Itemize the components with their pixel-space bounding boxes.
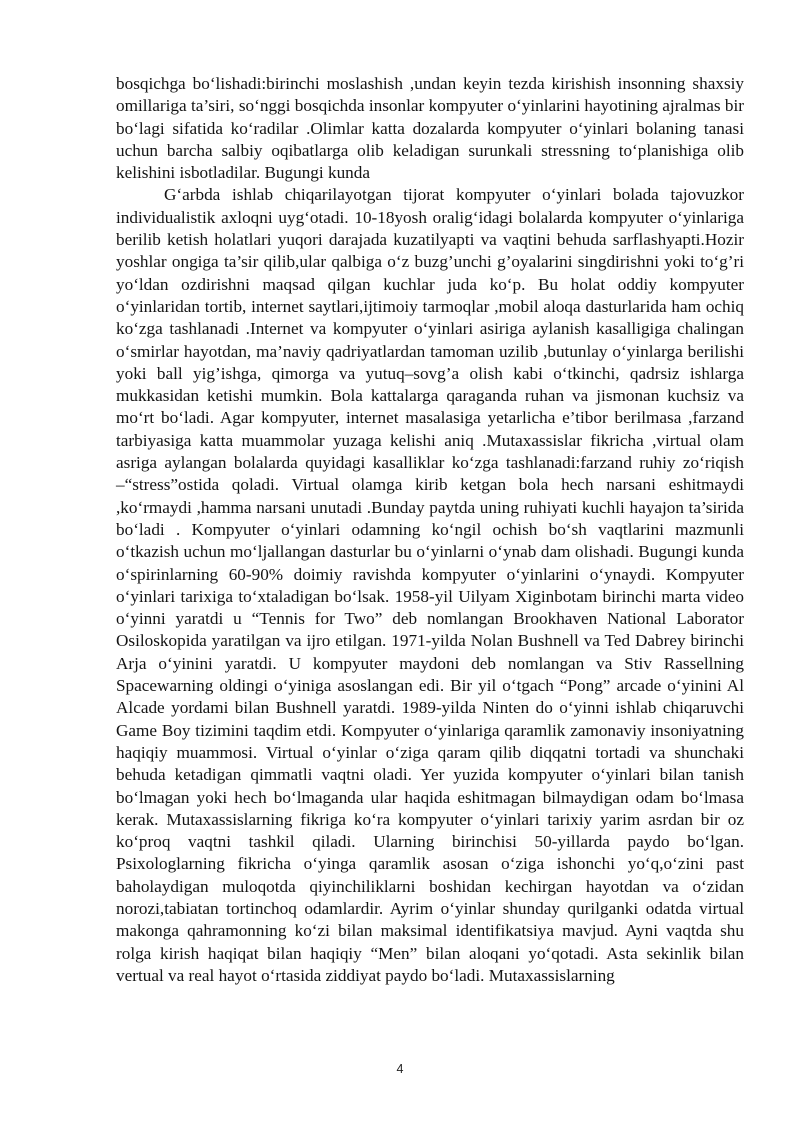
document-body <box>116 73 744 987</box>
page-number: 4 <box>396 1062 404 1076</box>
paragraph-1: bosqichga bo‘lishadi:birinchi moslashish ,undan keyin tezda kirishish insonning shaxsiy omillariga ta’siri, so‘nggi bosqichda insonlar kompyuter o‘yinlarini hayotining ajralmas bir bo‘lagi sifatida ko‘radilar .Olimlar katta dozalarda kompyuter o‘yinlari bolaning tanasi uchun barcha salbiy oqibatlarga olib keladigan surunkali stressning to‘planishiga olib kelishini isbotladilar. Bugungi kunda <box>116 74 744 183</box>
paragraph-2: G‘arbda ishlab chiqarilayotgan tijorat kompyuter o‘yinlari bolada tajovuzkor individualistik axloqni uyg‘otadi. 10-18yosh oralig‘idagi bolalarda kompyuter o‘yinlariga berilib ketish holatlari yuqori darajada kuzatilyapti va vaqtini behuda sarflashyapti.Hozir yoshlar ongiga ta’sir qilib,ular qalbiga o‘z buzg’unchi g’oyalarini singdirishni yoki to‘g’ri yo‘ldan ozdirishni maqsad qilgan kuchlar juda ko‘p. Bu holat oddiy kompyuter o‘yinlaridan tortib, internet saytlari,ijtimoiy tarmoqlar ,mobil aloqa dasturlarida ham ochiq ko‘zga tashlanadi .Internet va kompyuter o‘yinlari asiriga aylanish kasalligiga chalingan o‘smirlar hayotdan, ma’naviy qadriyatlardan tamoman uzilib ,butunlay o‘yinlarga berilishi yoki ball yig’ishga, qimorga va yutuq–sovg’a olish kabi o‘tkinchi, qadrsiz ishlarga mukkasidan ketishi mumkin. Bola kattalarga qaraganda ruhan va jismonan kuchsiz va mo‘rt bo‘ladi. Agar kompyuter, internet masalasiga yetarlicha e’tibor berilmasa ,farzand tarbiyasiga katta muammolar yuzaga kelishi aniq .Mutaxassislar fikricha ,virtual olam asriga aylangan bolalarda quyidagi kasalliklar ko‘zga tashlanadi:farzand ruhiy zo‘riqish –“stress”ostida qoladi. Virtual olamga kirib ketgan bola hech narsani eshitmaydi ,ko‘rmaydi ,hamma narsani unutadi .Bunday paytda uning ruhiyati kuchli hayajon ta’sirida bo‘ladi . Kompyuter o‘yinlari odamning ko‘ngil ochish bo‘sh vaqtlarini mazmunli o‘tkazish uchun mo‘ljallangan dasturlar bu o‘yinlarni o‘ynab dam olishadi. Bugungi kunda o‘spirinlarning 60-90% doimiy ravishda kompyuter o‘yinlarini o‘ynaydi. Kompyuter o‘yinlari tarixiga to‘xtaladigan bo‘lsak. 1958-yil Uilyam Xiginbotam birinchi marta video o‘yinni yaratdi u “Tennis for Two” deb nomlangan Brookhaven National Laborator Osiloskopida yaratilgan va ijro etilgan. 1971-yilda Nolan Bushnell va Ted Dabrey birinchi Arja o‘yinini yaratdi. U kompyuter maydoni deb nomlangan va Stiv Rassellning Spacewarning oldingi o‘yiniga asoslangan edi. Bir yil o‘tgach “Pong” arcade o‘yinini Al Alcade yordami bilan Bushnell yaratdi. 1989-yilda Ninten do o‘yinni ishlab chiqaruvchi Game Boy tizimini taqdim etdi. Kompyuter o‘yinlariga qaramlik zamonaviy insoniyatning haqiqiy muammosi. Virtual o‘yinlar o‘ziga qaram qilib diqqatni tortadi va shunchaki behuda ketadigan qimmatli vaqtni oladi. Yer yuzida kompyuter o‘yinlari bilan tanish bo‘lmagan yoki hech bo‘lmaganda ular haqida eshitmagan bilmaydigan odam bo‘lmasa kerak. Mutaxassislarning fikriga ko‘ra kompyuter o‘yinlari tarixiy yarim asrdan bir oz ko‘proq vaqtni tashkil qiladi. Ularning birinchisi 50-yillarda paydo bo‘lgan. Psixologlarning fikricha o‘yinga qaramlik asosan o‘ziga ishonchi yo‘q,o‘zini past baholaydigan muloqotda qiyinchiliklarni boshidan kechirgan hayotdan va o‘zidan norozi,tabiatan tortinchoq odamlardir. Ayrim o‘yinlar shunday qurilganki odatda virtual makonga qahramonning ko‘zi bilan maksimal identifikatsiya mavjud. Ayni vaqtda shu rolga kirish haqiqat bilan haqiqiy “Men” bilan aloqani yo‘qotadi. Asta sekinlik bilan vertual va real hayot o‘rtasida ziddiyat paydo bo‘ladi. Mutaxassislarning <box>116 185 744 985</box>
